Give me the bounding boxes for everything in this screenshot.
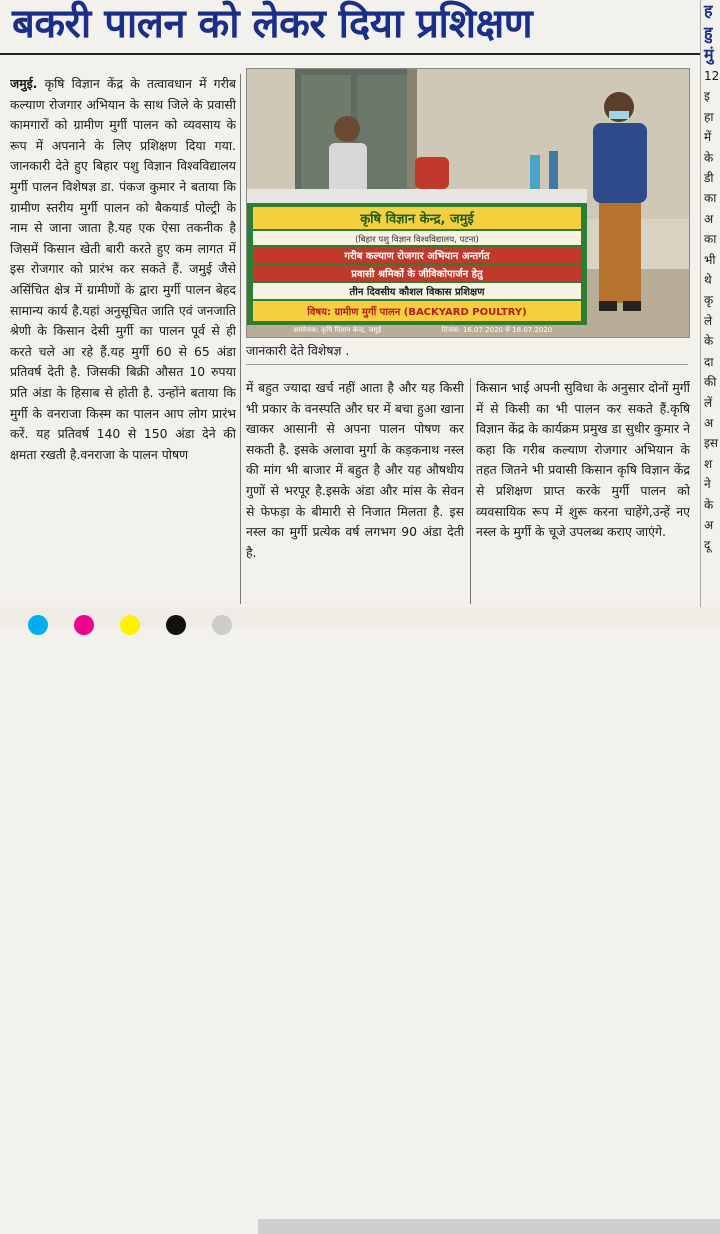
banner-line6: विषय: ग्रामीण मुर्गी पालन (BACKYARD POULTRY) [307, 307, 527, 318]
print-registration-bar [0, 607, 720, 627]
banner-line4: प्रवासी श्रमिकों के जीविकोपार्जन हेतु [351, 269, 483, 280]
column-divider [240, 74, 241, 604]
adjacent-text-fragment: दा [704, 354, 714, 369]
adjacent-text-fragment: थे [704, 273, 712, 288]
adjacent-heading-fragment: हु [704, 23, 713, 42]
banner-line1: कृषि विज्ञान केन्द्र, जमुई [360, 212, 474, 227]
banner-footer: आयोजक: कृषि विज्ञान केन्द्र, जमुई [292, 326, 382, 334]
banner-line5: तीन दिवसीय कौशल विकास प्रशिक्षण [349, 287, 485, 298]
adjacent-text-fragment: भी [704, 252, 716, 267]
registration-dot [74, 615, 94, 635]
adjacent-heading-fragment: ह [704, 1, 713, 20]
column-divider [470, 378, 471, 604]
adjacent-heading-fragment: मुं [704, 45, 714, 64]
adjacent-text-fragment: ले [704, 313, 713, 328]
column-3-text: किसान भाई अपनी सुविधा के अनुसार दोनों मुर्गी में से किसी का भी पालन कर सकते हैं.कृषि विज्ञान केंद्र के कार्यक्रम प्रमुख डा सुधीर कुमार ने कहा कि गरीब कल्याण रोजगार अभियान के तहत जितने भी प्रवासी किसान कृषि विज्ञान केंद्र से प्रशिक्षण प्राप्त करके मुर्गी पालन को व्यवसायिक रूप में शुरू करना चाहेंगे,उन्हें नए नस्ल के मुर्गी के चूजे उपलब्ध कराए जाएंगे. [476, 380, 690, 540]
dateline: जमुई. [10, 76, 38, 91]
adjacent-text-fragment: अ [704, 211, 714, 226]
registration-dot [120, 615, 140, 635]
article-column-2 [246, 378, 464, 604]
gray-strip [258, 1219, 720, 1234]
adjacent-text-fragment: ने [704, 477, 711, 492]
headline: बकरी पालन को लेकर दिया प्रशिक्षण [12, 1, 533, 47]
adjacent-text-fragment: लें [704, 395, 713, 410]
adjacent-text-fragment: इस [704, 436, 719, 451]
adjacent-text-fragment: के [704, 150, 714, 165]
adjacent-text-fragment: इ [704, 89, 710, 104]
adjacent-text-fragment: के [704, 334, 714, 349]
article-column-3 [476, 378, 690, 604]
registration-dot [166, 615, 186, 635]
adjacent-text-fragment: में [704, 130, 712, 145]
adjacent-text-fragment: अ [704, 415, 714, 430]
column-1-text: कृषि विज्ञान केंद्र के तत्वावधान में गरीब कल्याण रोजगार अभियान के साथ जिले के प्रवासी कामगारों को ग्रामीण मुर्गी पालन को व्यवसाय के रूप में अपनाने के लिए प्रशिक्षण दिया गया. जानकारी देते हुए बिहार पशु विज्ञान विश्वविद्यालय मुर्गी पालन विशेषज्ञ डा. पंकज कुमार ने बताया कि ग्रामीण स्तरीय मुर्गी पालन को बैकयार्ड पोल्ट्री के नाम से जाना जाता है.यह एक ऐसा तकनीक है जिसमें किसान खेती बारी करते हुए कम लागत में इस रोजगार को प्रारंभ कर सकते हैं. जमुई जैसे असिंचित क्षेत्र में ग्रामीणों के द्वारा मुर्गी पालन बेहद सामान्य कार्य है.यहां अनुसूचित जाति एवं जनजाति श्रेणी के किसान देसी मुर्गी का पालन पूर्व से ही करते चले आ रहे हैं.यह मुर्गी 60 से 65 अंडा प्रतिवर्ष देती है. जिसकी बिक्री औसत 10 रुपया प्रति अंडा के हिसाब से होती है. उन्होंने बताया कि मुर्गी के वनराजा किस्म का पालन आप लोग प्रारंभ करें. यह प्रतिवर्ष 140 से 150 अंडा देने की क्षमता रखती है.वनराजा के पालन पोषण [10, 76, 236, 462]
adjacent-text-fragment: की [704, 375, 717, 390]
adjacent-text-fragment: श [704, 456, 713, 471]
registration-dot [28, 615, 48, 635]
adjacent-text-fragment: डी [704, 171, 714, 186]
registration-dot [212, 615, 232, 635]
caption-rule [246, 364, 688, 365]
adjacent-article-strip [700, 0, 720, 627]
adjacent-text-fragment: 12 [704, 69, 720, 83]
article-column-1 [10, 74, 236, 604]
headline-rule [0, 53, 700, 55]
adjacent-text-fragment: अ [704, 517, 714, 532]
adjacent-text-fragment: कृ [704, 293, 714, 308]
photo-caption: जानकारी देते विशेषज्ञ . [246, 343, 350, 358]
adjacent-text-fragment: के [704, 497, 714, 512]
adjacent-text-fragment: का [704, 191, 717, 206]
banner-date: दिनांक: 16.07.2020 से 18.07.2020 [441, 326, 553, 334]
column-2-text: में बहुत ज्यादा खर्च नहीं आता है और यह किसी भी प्रकार के वनस्पति और घर में बचा हुआ खाना खाकर आसानी से अपना पालन पोषण कर सकती है. इसके अलावा मुर्गा के कड़कनाथ नस्ल की मांग भी बाजार में बहुत है और यह औषधीय गुणों से भरपूर है.इसके अंडा और मांस के सेवन से फेफड़ा के बीमारी से निजात मिलता है. इस नस्ल का मुर्गी प्रत्येक वर्ष लगभग 90 अंडा देती है. [246, 380, 464, 560]
adjacent-text-fragment: का [704, 232, 717, 247]
banner-line2: (बिहार पशु विज्ञान विश्वविद्यालय, पटना) [355, 235, 479, 245]
adjacent-text-fragment: दू [704, 538, 711, 553]
banner-line3: गरीब कल्याण रोजगार अभियान अन्तर्गत [344, 251, 490, 262]
news-photo [246, 68, 690, 338]
adjacent-text-fragment: हा [704, 109, 714, 124]
